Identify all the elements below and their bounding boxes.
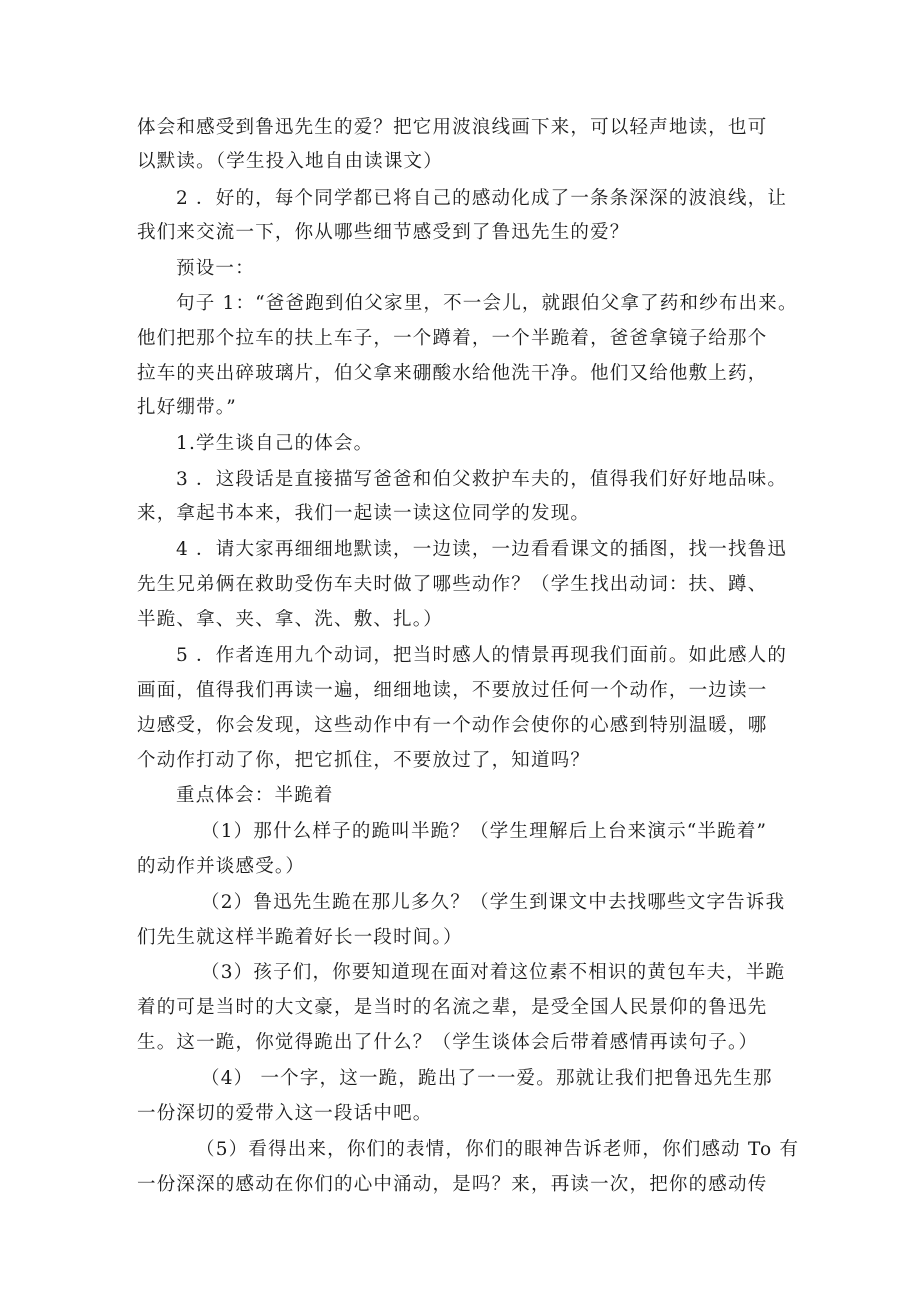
text-line: 的动作并谈感受。） <box>137 856 306 877</box>
text-line: 预设一： <box>176 258 255 279</box>
text-line: 画面，值得我们再读一遍，细细地读，不要放过任何一个动作，一边读一 <box>137 680 768 701</box>
text-line: 5 ．作者连用九个动词，把当时感人的情景再现我们面前。如此感人的 <box>176 645 788 666</box>
text-line: 来，拿起书本来，我们一起读一读这位同学的发现。 <box>137 503 591 524</box>
text-line: 拉车的夹出碎玻璃片，伯父拿来硼酸水给他洗干净。他们又给他敷上药， <box>137 363 768 384</box>
text-line: （1）那什么样子的跪叫半跪？（学生理解后上台来演示“半跪着” <box>201 821 768 842</box>
text-line: 先生兄弟俩在救助受伤车夫时做了哪些动作？（学生找出动词：扶、蹲、 <box>137 574 768 595</box>
text-line: （2）鲁迅先生跪在那儿多久？（学生到课文中去找哪些文字告诉我 <box>201 892 786 913</box>
text-line: 他们把那个拉车的扶上车子，一个蹲着，一个半跪着，爸爸拿镜子给那个 <box>137 328 768 349</box>
text-line: 1.学生谈自己的体会。 <box>176 433 374 454</box>
text-line: 2 ．好的，每个同学都已将自己的感动化成了一条条深深的波浪线，让 <box>176 188 788 209</box>
text-line: 4 ．请大家再细细地默读，一边读，一边看看课文的插图，找一找鲁迅 <box>176 539 788 560</box>
text-line: 3 ．这段话是直接描写爸爸和伯父救护车夫的，值得我们好好地品味。 <box>176 469 788 490</box>
text-line: 体会和感受到鲁迅先生的爱？把它用波浪线画下来，可以轻声地读，也可 <box>137 117 768 138</box>
text-line: 扎好绷带。” <box>137 397 237 418</box>
text-line: （3）孩子们，你要知道现在面对着这位素不相识的黄包车夫，半跪 <box>201 962 786 983</box>
text-line: 我们来交流一下，你从哪些细节感受到了鲁迅先生的爱？ <box>137 222 630 243</box>
text-line: 生。这一跪，你觉得跪出了什么？（学生谈体会后带着感情再读句子。） <box>137 1032 759 1053</box>
text-line: （5）看得出来，你们的表情，你们的眼神告诉老师，你们感动 To 有 <box>196 1139 800 1160</box>
text-line: 以默读。（学生投入地自由读课文） <box>137 151 443 172</box>
text-line: 们先生就这样半跪着好长一段时间。） <box>137 927 463 948</box>
text-line: 个动作打动了你，把它抓住，不要放过了，知道吗？ <box>137 750 591 771</box>
text-line: 句子 1：“爸爸跑到伯父家里，不一会儿，就跟伯父拿了药和纱布出来。 <box>176 293 798 314</box>
text-line: 重点体会：半跪着 <box>176 785 334 806</box>
text-line: 半跪、拿、夹、拿、洗、敷、扎。） <box>137 609 443 630</box>
text-line: （4） 一个字，这一跪，跪出了一一爱。那就让我们把鲁迅先生那 <box>201 1068 773 1089</box>
text-line: 边感受，你会发现，这些动作中有一个动作会使你的心感到特别温暖，哪 <box>137 715 768 736</box>
text-line: 一份深深的感动在你们的心中涌动，是吗？来，再读一次，把你的感动传 <box>137 1174 768 1195</box>
text-line: 着的可是当时的大文豪，是当时的名流之辈，是受全国人民景仰的鲁迅先 <box>137 997 768 1018</box>
text-line: 一份深切的爱带入这一段话中吧。 <box>137 1103 433 1124</box>
